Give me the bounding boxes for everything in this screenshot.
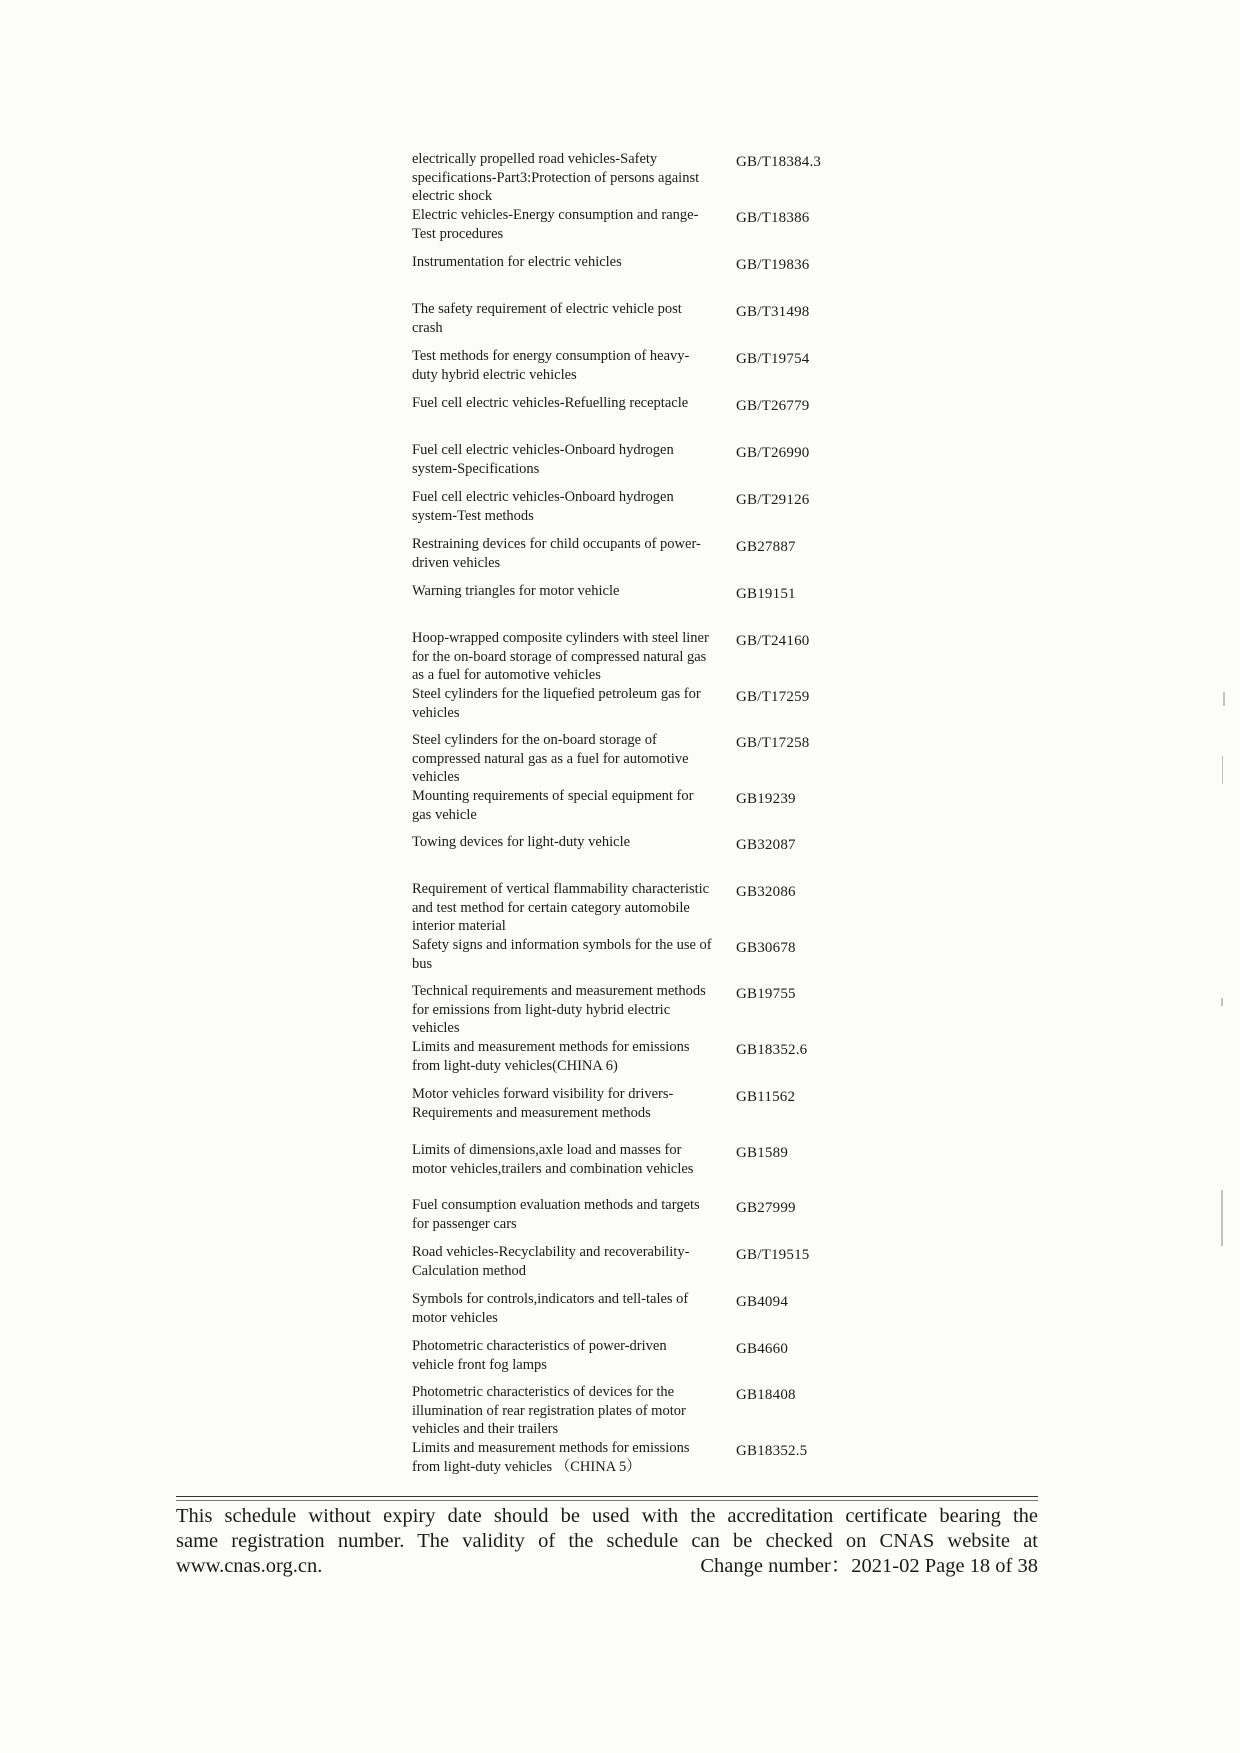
standard-code: GB/T18384.3 [736,154,822,170]
standard-code: GB/T18386 [736,210,810,226]
standard-title: Hoop-wrapped composite cylinders with steel liner for the on-board storage of compressed natural gas as a fuel for automotive vehicles [412,630,709,683]
standard-code: GB18408 [736,1387,796,1403]
standard-title: Technical requirements and measurement methods for emissions from light-duty hybrid electric vehicles [412,983,706,1036]
website-link[interactable]: www.cnas.org.cn. [176,1555,323,1577]
standard-title: Steel cylinders for the on-board storage of compressed natural gas as a fuel for automotive vehicles [412,732,689,785]
standard-title: Symbols for controls,indicators and tell-tales of motor vehicles [412,1291,689,1326]
standard-title: electrically propelled road vehicles-Safety specifications-Part3:Protection of persons against electric shock [412,151,700,204]
standard-title: Steel cylinders for the liquefied petroleum gas for vehicles [412,686,701,721]
standard-title: Limits of dimensions,axle load and masses for motor vehicles,trailers and combination vehicles [412,1142,694,1177]
standard-title: Electric vehicles-Energy consumption and range-Test procedures [412,207,699,242]
standard-title: Test methods for energy consumption of heavy-duty hybrid electric vehicles [412,348,690,383]
standard-title: Limits and measurement methods for emissions from light-duty vehicles(CHINA 6) [412,1039,690,1074]
standard-title: Towing devices for light-duty vehicle [412,834,631,850]
scan-mark [1222,756,1223,784]
standard-code: GB/T19836 [736,257,810,273]
standard-code: GB19239 [736,791,796,807]
standard-title: Safety signs and information symbols for the use of bus [412,937,712,972]
standard-title: Motor vehicles forward visibility for drivers-Requirements and measurement methods [412,1086,674,1121]
standard-title: Fuel cell electric vehicles-Refuelling receptacle [412,395,689,411]
standard-code: GB/T19515 [736,1247,810,1263]
standard-code: GB1589 [736,1145,789,1161]
standard-code: GB/T19754 [736,351,810,367]
standard-code: GB4660 [736,1341,789,1357]
standard-code: GB19755 [736,986,796,1002]
footer-line-1: This schedule without expiry date should be used with the accreditation certificate bearing the [176,1505,1038,1527]
change-number: Change number：2021-02 Page 18 of 38 [700,1555,1038,1577]
standard-code: GB32087 [736,837,796,853]
standard-title: Mounting requirements of special equipment for gas vehicle [412,788,694,823]
footer-divider [176,1496,1038,1497]
standard-code: GB/T17259 [736,689,810,705]
standard-title: Restraining devices for child occupants of power-driven vehicles [412,536,701,571]
footer-line-2: same registration number. The validity of the schedule can be checked on CNAS website at [176,1530,1038,1552]
standard-title: Photometric characteristics of devices for the illumination of rear registration plates of motor vehicles and their trailers [412,1384,686,1437]
standard-code: GB/T31498 [736,304,810,320]
standard-title: Instrumentation for electric vehicles [412,254,622,270]
standard-code: GB11562 [736,1089,796,1105]
scan-mark [1223,692,1225,706]
standard-title: Fuel consumption evaluation methods and targets for passenger cars [412,1197,700,1232]
standard-title: Limits and measurement methods for emissions from light-duty vehicles （CHINA 5） [412,1440,690,1475]
standard-code: GB30678 [736,940,796,956]
standard-code: GB4094 [736,1294,789,1310]
standard-title: Requirement of vertical flammability characteristic and test method for certain category automobile interior material [412,881,710,934]
footer-divider-secondary [176,1500,1038,1501]
standard-code: GB/T29126 [736,492,810,508]
footer-line-3 [176,1554,1038,1579]
scan-mark [1221,998,1223,1006]
standard-code: GB18352.6 [736,1042,808,1058]
standard-title: Warning triangles for motor vehicle [412,583,620,599]
standard-title: Fuel cell electric vehicles-Onboard hydrogen system-Test methods [412,489,674,524]
standard-title: Fuel cell electric vehicles-Onboard hydrogen system-Specifications [412,442,674,477]
standard-code: GB/T24160 [736,633,810,649]
standard-code: GB27999 [736,1200,796,1216]
standard-code: GB/T26779 [736,398,810,414]
standard-title: Photometric characteristics of power-driven vehicle front fog lamps [412,1338,667,1373]
standard-code: GB27887 [736,539,796,555]
scan-mark [1221,1190,1223,1246]
standard-title: Road vehicles-Recyclability and recoverability-Calculation method [412,1244,690,1279]
standard-code: GB/T17258 [736,735,810,751]
standard-code: GB19151 [736,586,796,602]
standard-code: GB32086 [736,884,796,900]
standard-title: The safety requirement of electric vehicle post crash [412,301,682,336]
footer-notice [176,1504,1038,1579]
standard-code: GB18352.5 [736,1443,808,1459]
standard-code: GB/T26990 [736,445,810,461]
